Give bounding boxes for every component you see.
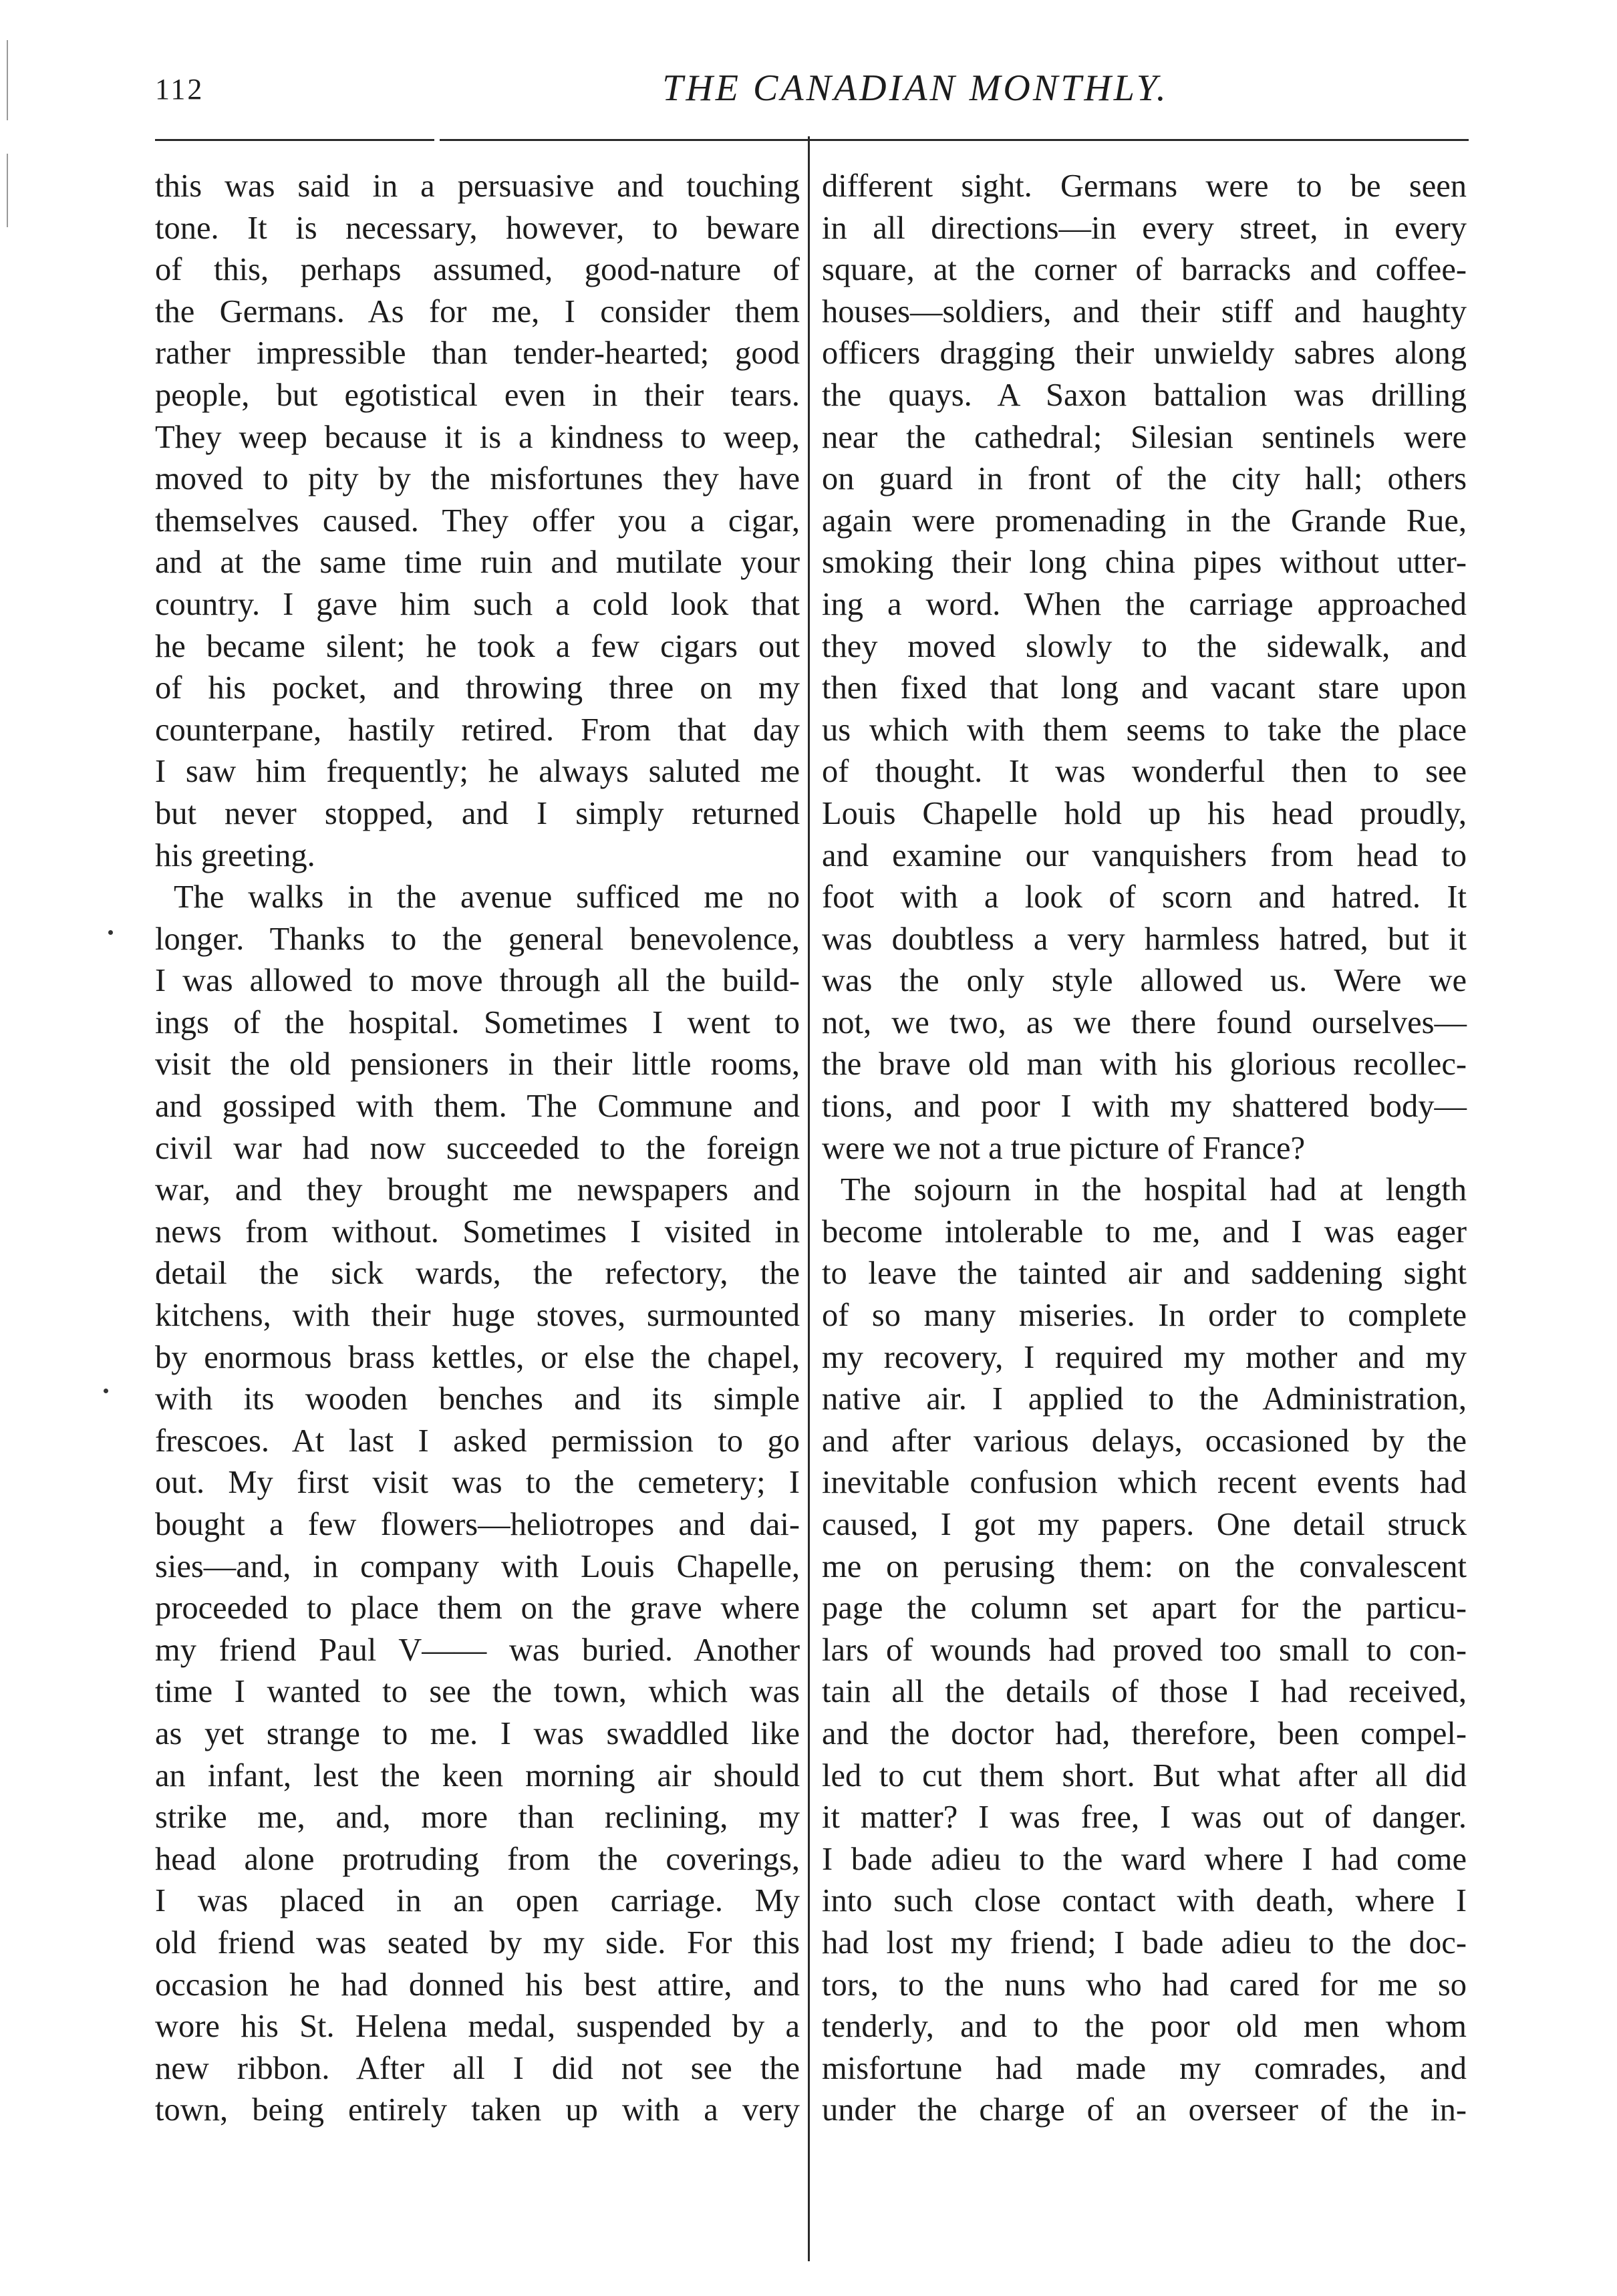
text-line: out. My first visit was to the cemetery; I [155,1465,800,1501]
text-line: the brave old man with his glorious recollec- [822,1046,1467,1083]
text-line: me on perusing them: on the convalescent [822,1548,1467,1584]
text-line: he became silent; he took a few cigars out [155,628,800,664]
text-line: kitchens, with their huge stoves, surmounted [155,1298,800,1334]
text-line: detail the sick wards, the refectory, the [155,1256,800,1292]
text-line: and at the same time ruin and mutilate your [155,545,800,581]
text-line: near the cathedral; Silesian sentinels were [822,419,1467,455]
margin-mark [7,40,8,120]
text-line: of so many miseries. In order to complete [822,1298,1467,1334]
text-line: occasion he had donned his best attire, and [155,1967,800,2003]
text-line: into such close contact with death, where I [822,1883,1467,1919]
text-line: people, but egotistical even in their tears. [155,377,800,413]
right-column [822,166,1467,2132]
text-line: new ribbon. After all I did not see the [155,2050,800,2086]
text-line: civil war had now succeeded to the foreign [155,1130,800,1166]
text-line: The walks in the avenue sufficed me no [174,879,800,915]
text-line: under the charge of an overseer of the in- [822,2092,1467,2128]
text-line: I was allowed to move through all the build- [155,963,800,999]
text-line: tenderly, and to the poor old men whom [822,2009,1467,2045]
text-line: I was placed in an open carriage. My [155,1883,800,1919]
text-line: this was said in a persuasive and touching [155,168,800,204]
text-line: themselves caused. They offer you a cigar, [155,503,800,539]
text-line: again were promenading in the Grande Rue, [822,503,1467,539]
text-line: of thought. It was wonderful then to see [822,754,1467,790]
text-line: they moved slowly to the sidewalk, and [822,628,1467,664]
text-line: of his pocket, and throwing three on my [155,670,800,706]
text-line: longer. Thanks to the general benevolence, [155,921,800,957]
text-line: my recovery, I required my mother and my [822,1339,1467,1375]
text-line: misfortune had made my comrades, and [822,2050,1467,2086]
text-line: it matter? I was free, I was out of danger. [822,1800,1467,1836]
text-line: square, at the corner of barracks and coffee- [822,252,1467,288]
column-divider [808,136,810,2261]
text-line: was the only style allowed us. Were we [822,963,1467,999]
text-line: smoking their long china pipes without utter- [822,545,1467,581]
left-column [155,166,800,2132]
text-line: in all directions—in every street, in every [822,210,1467,246]
text-line: foot with a look of scorn and hatred. It [822,879,1467,915]
text-line: and the doctor had, therefore, been compel- [822,1715,1467,1751]
text-line: and gossiped with them. The Commune and [155,1089,800,1125]
text-line: rather impressible than tender-hearted; good [155,335,800,372]
stray-ink-mark [108,930,113,935]
text-line: with its wooden benches and its simple [155,1381,800,1417]
text-line: then fixed that long and vacant stare upon [822,670,1467,706]
running-title: THE CANADIAN MONTHLY. [662,67,1169,109]
page-number: 112 [155,73,204,106]
text-line: my friend Paul V—— was buried. Another [155,1632,800,1668]
text-line: us which with them seems to take the place [822,712,1467,748]
text-line: strike me, and, more than reclining, my [155,1800,800,1836]
text-line: moved to pity by the misfortunes they have [155,461,800,497]
text-line: bought a few flowers—heliotropes and dai- [155,1507,800,1542]
text-line: houses—soldiers, and their stiff and haughty [822,293,1467,329]
text-line: the Germans. As for me, I consider them [155,293,800,329]
text-line: ings of the hospital. Sometimes I went to [155,1004,800,1040]
text-line: proceeded to place them on the grave where [155,1590,800,1626]
text-line: led to cut them short. But what after all did [822,1757,1467,1793]
text-line: tors, to the nuns who had cared for me so [822,1967,1467,2003]
text-line: sies—and, in company with Louis Chapelle, [155,1548,800,1584]
text-line: by enormous brass kettles, or else the chapel, [155,1339,800,1375]
text-line: head alone protruding from the coverings, [155,1841,800,1877]
stray-ink-mark [104,1389,108,1393]
text-line: were we not a true picture of France? [822,1130,1306,1166]
text-line: and examine our vanquishers from head to [822,837,1467,873]
text-line: I saw him frequently; he always saluted me [155,754,800,790]
text-line: the quays. A Saxon battalion was drilling [822,377,1467,413]
text-line: and after various delays, occasioned by the [822,1423,1467,1459]
text-line: country. I gave him such a cold look that [155,586,800,622]
text-line: lars of wounds had proved too small to con- [822,1632,1467,1668]
margin-mark [7,154,8,227]
text-line: frescoes. At last I asked permission to go [155,1423,800,1459]
text-line: native air. I applied to the Administration, [822,1381,1467,1417]
text-line: town, being entirely taken up with a very [155,2092,800,2128]
text-line: war, and they brought me newspapers and [155,1172,800,1208]
text-line: had lost my friend; I bade adieu to the doc- [822,1924,1467,1961]
text-line: The sojourn in the hospital had at length [841,1172,1467,1208]
text-line: old friend was seated by my side. For this [155,1924,800,1961]
text-line: page the column set apart for the particu- [822,1590,1467,1626]
text-line: Louis Chapelle hold up his head proudly, [822,795,1467,831]
text-line: tain all the details of those I had received, [822,1674,1467,1710]
header-rule-right [440,139,1469,141]
text-line: counterpane, hastily retired. From that day [155,712,800,748]
text-line: his greeting. [155,837,315,873]
text-line: of this, perhaps assumed, good-nature of [155,252,800,288]
text-line: to leave the tainted air and saddening sight [822,1256,1467,1292]
text-line: They weep because it is a kindness to weep, [155,419,800,455]
text-line: was doubtless a very harmless hatred, but it [822,921,1467,957]
text-line: caused, I got my papers. One detail struck [822,1507,1467,1542]
text-line: news from without. Sometimes I visited in [155,1213,800,1250]
header-rule-left [155,139,434,141]
text-line: ing a word. When the carriage approached [822,586,1467,622]
text-line: officers dragging their unwieldy sabres along [822,335,1467,372]
text-line: but never stopped, and I simply returned [155,795,800,831]
text-line: I bade adieu to the ward where I had come [822,1841,1467,1877]
text-line: wore his St. Helena medal, suspended by a [155,2009,800,2045]
text-line: become intolerable to me, and I was eager [822,1213,1467,1250]
text-line: tions, and poor I with my shattered body— [822,1089,1467,1125]
text-line: as yet strange to me. I was swaddled like [155,1715,800,1751]
text-line: different sight. Germans were to be seen [822,168,1467,204]
text-line: inevitable confusion which recent events had [822,1465,1467,1501]
text-line: on guard in front of the city hall; others [822,461,1467,497]
text-line: an infant, lest the keen morning air should [155,1757,800,1793]
text-line: visit the old pensioners in their little rooms, [155,1046,800,1083]
text-line: time I wanted to see the town, which was [155,1674,800,1710]
text-line: not, we two, as we there found ourselves— [822,1004,1467,1040]
text-line: tone. It is necessary, however, to beware [155,210,800,246]
